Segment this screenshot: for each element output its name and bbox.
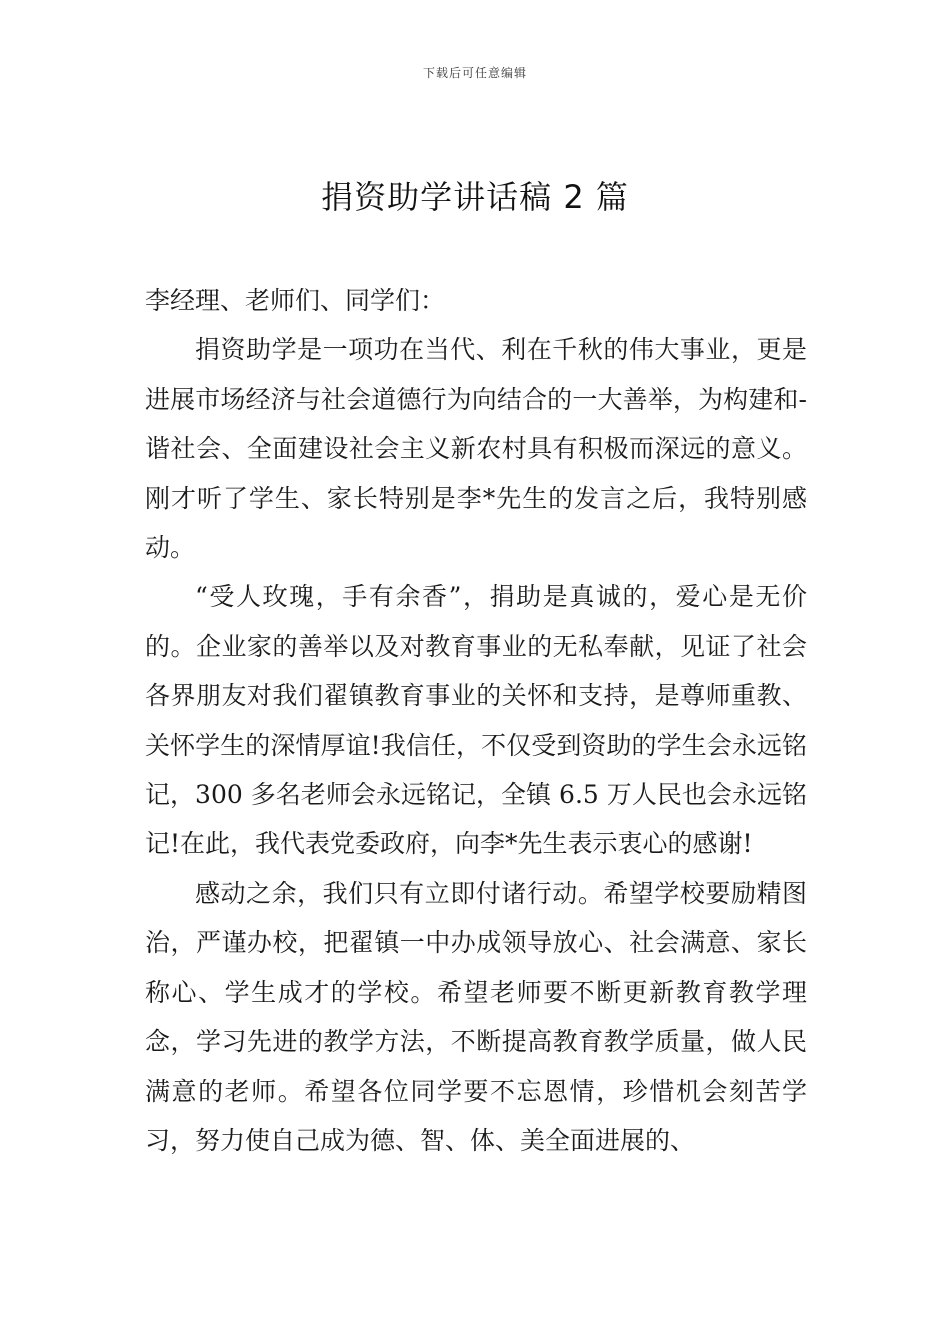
paragraph-2: “受人玫瑰，手有余香”，捐助是真诚的，爱心是无价的。企业家的善举以及对教育事业的无私奉献，见证了社会各界朋友对我们翟镇教育事业的关怀和支持，是尊师重教、关怀学生的深情厚谊!我信任，不仅受到资助的学生会永远铭记，300 多名老师会永远铭记，全镇 6.5 万人民也会永远铭记!在此，我代表党委政府，向李*先生表示衷心的感谢! [145,582,807,859]
salutation: 李经理、老师们、同学们： [145,286,446,315]
paragraph-1: 捐资助学是一项功在当代、利在千秋的伟大事业，更是进展市场经济与社会道德行为向结合的一大善举，为构建和-谐社会、全面建设社会主义新农村具有积极而深远的意义。刚才听了学生、家长特别是李*先生的发言之后，我特别感动。 [145,335,807,563]
document-body [145,276,807,1165]
paragraph-3: 感动之余，我们只有立即付诸行动。希望学校要励精图治，严谨办校，把翟镇一中办成领导放心、社会满意、家长称心、学生成才的学校。希望老师要不断更新教育教学理念，学习先进的教学方法，不断提高教育教学质量，做人民满意的老师。希望各位同学要不忘恩情，珍惜机会刻苦学习，努力使自己成为德、智、体、美全面进展的、 [145,878,807,1155]
page-title: 捐资助学讲话稿 2 篇 [321,178,629,216]
header-note: 下载后可任意编辑 [422,66,527,80]
